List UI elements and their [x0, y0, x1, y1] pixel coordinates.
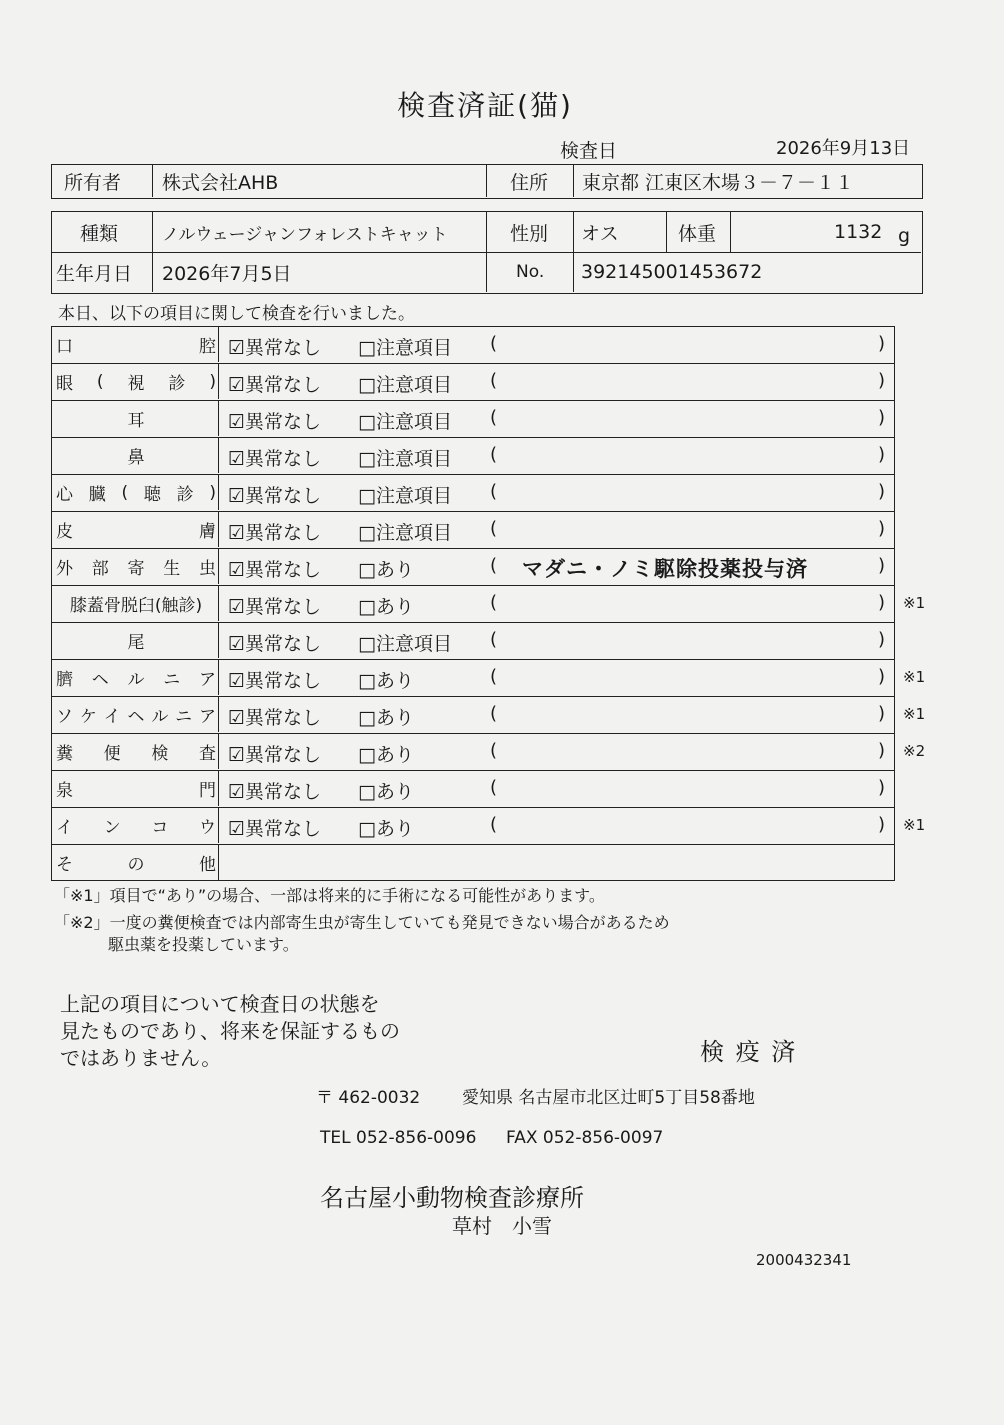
item-label-char: 臓	[88, 485, 106, 505]
table-row	[51, 807, 926, 844]
finding-checkbox[interactable]: □注意項目	[358, 411, 452, 433]
paren-close: )	[878, 555, 886, 576]
item-label	[56, 401, 216, 436]
exam-date-label: 検査日	[560, 140, 618, 162]
normal-checkbox[interactable]: ☑異常なし	[228, 744, 322, 766]
normal-checkbox[interactable]: ☑異常なし	[228, 374, 322, 396]
normal-checkbox[interactable]: ☑異常なし	[228, 781, 322, 803]
paren-open: (	[490, 407, 498, 428]
normal-checkbox[interactable]: ☑異常なし	[228, 633, 322, 655]
paren-close: )	[878, 481, 886, 502]
footnote-mark: ※2	[903, 742, 926, 760]
item-note: マダニ・ノミ駆除投薬投与済	[522, 557, 808, 581]
item-label	[56, 845, 216, 880]
paren-open: (	[490, 370, 498, 391]
item-label-char: ル	[127, 670, 145, 690]
table-row	[51, 474, 895, 511]
item-label-char: 部	[91, 559, 109, 579]
item-label-char: 検	[151, 744, 169, 764]
item-label-char: )	[209, 482, 216, 503]
paren-open: (	[490, 814, 498, 835]
item-label-char: 便	[103, 744, 121, 764]
finding-checkbox[interactable]: □あり	[358, 818, 414, 840]
item-label-char: 虫	[199, 559, 216, 579]
item-label-char: 膚	[199, 522, 216, 542]
item-label-char: イ	[56, 818, 73, 838]
item-label-char: 眼	[56, 374, 73, 394]
table-row	[51, 400, 895, 437]
finding-checkbox[interactable]: □あり	[358, 596, 414, 618]
item-label-char: (	[121, 482, 129, 503]
item-label-char: 糞	[56, 744, 73, 764]
item-label-char: そ	[56, 855, 73, 875]
item-label-char: 査	[198, 744, 216, 764]
paren-close: )	[878, 370, 886, 391]
item-label-char: ソ	[56, 707, 73, 727]
footnote-2: 「※2」一度の糞便検査では内部寄生虫が寄生していても発見できない場合があるため	[54, 913, 670, 932]
item-label-char: 心	[56, 485, 73, 505]
item-label-char: ン	[103, 818, 121, 838]
no-label: No.	[516, 262, 545, 282]
vet-name: 草村 小雪	[452, 1214, 552, 1238]
paren-open: (	[490, 444, 498, 465]
item-label-char: 聴	[143, 485, 161, 505]
table-row	[51, 770, 895, 807]
paren-open: (	[490, 629, 498, 650]
clinic-fax: FAX 052-856-0097	[506, 1128, 664, 1148]
address-label: 住所	[510, 171, 549, 194]
item-label-char: ケ	[79, 707, 97, 727]
item-label-char: 尾	[127, 633, 145, 653]
item-label-char: 皮	[56, 522, 73, 542]
item-label-char: の	[127, 855, 145, 875]
weight-value: 1132	[834, 221, 883, 243]
paren-close: )	[878, 333, 886, 354]
paren-close: )	[878, 666, 886, 687]
normal-checkbox[interactable]: ☑異常なし	[228, 522, 322, 544]
item-label	[56, 808, 216, 843]
table-row	[51, 363, 895, 400]
item-label-char: 耳	[127, 411, 145, 431]
paren-open: (	[490, 481, 498, 502]
normal-checkbox[interactable]: ☑異常なし	[228, 485, 322, 507]
item-label-char: イ	[103, 707, 121, 727]
pet-info-table	[51, 211, 923, 294]
paren-open: (	[490, 740, 498, 761]
paren-open: (	[490, 555, 498, 576]
item-label	[56, 327, 216, 362]
finding-checkbox[interactable]: □注意項目	[358, 522, 452, 544]
finding-checkbox[interactable]: □注意項目	[358, 374, 452, 396]
item-label-char: 生	[163, 559, 181, 579]
footnote-mark: ※1	[903, 594, 926, 612]
item-label-char: 腔	[199, 337, 216, 357]
paren-open: (	[490, 777, 498, 798]
finding-checkbox[interactable]: □注意項目	[358, 337, 452, 359]
clinic-name: 名古屋小動物検査診療所	[320, 1184, 584, 1212]
normal-checkbox[interactable]: ☑異常なし	[228, 448, 322, 470]
paren-close: )	[878, 740, 886, 761]
postal-code: 〒 462-0032	[316, 1088, 421, 1108]
paren-close: )	[878, 444, 886, 465]
paren-close: )	[878, 814, 886, 835]
table-row	[51, 437, 895, 474]
item-label-char: ア	[199, 670, 216, 690]
owner-table	[51, 164, 923, 199]
finding-checkbox[interactable]: □あり	[358, 559, 414, 581]
item-label-char: 視	[127, 374, 145, 394]
normal-checkbox[interactable]: ☑異常なし	[228, 596, 322, 618]
disclaimer-line-2: 見たものであり、将来を保証するもの	[60, 1019, 400, 1043]
item-label-char: ニ	[163, 670, 181, 690]
item-label-char: 診	[168, 374, 186, 394]
finding-checkbox[interactable]: □あり	[358, 707, 414, 729]
footnote-2-cont: 駆虫薬を投薬しています。	[108, 935, 299, 954]
finding-checkbox[interactable]: □あり	[358, 781, 414, 803]
address-value: 東京都 江東区木場３－７－１１	[582, 171, 855, 194]
disclaimer-line-1: 上記の項目について検査日の状態を	[60, 992, 380, 1016]
table-row	[51, 585, 926, 622]
item-label-char: ア	[198, 707, 216, 727]
document-number: 2000432341	[756, 1251, 852, 1269]
paren-open: (	[490, 666, 498, 687]
item-label-char: ヘ	[127, 707, 145, 727]
item-label-char: コ	[151, 818, 169, 838]
clinic-tel: TEL 052-856-0096	[320, 1128, 477, 1148]
item-label	[56, 364, 216, 399]
paren-open: (	[490, 592, 498, 613]
normal-checkbox[interactable]: ☑異常なし	[228, 337, 322, 359]
owner-value: 株式会社AHB	[162, 171, 279, 194]
disclaimer-line-3: ではありません。	[60, 1046, 222, 1070]
sex-value: オス	[581, 222, 619, 245]
birth-label: 生年月日	[56, 262, 133, 285]
normal-checkbox[interactable]: ☑異常なし	[228, 411, 322, 433]
weight-label: 体重	[678, 222, 717, 245]
table-row	[51, 696, 926, 733]
paren-close: )	[878, 518, 886, 539]
finding-checkbox[interactable]: □注意項目	[358, 448, 452, 470]
item-label-char: ウ	[198, 818, 216, 838]
item-label	[56, 697, 216, 732]
finding-checkbox[interactable]: □あり	[358, 744, 414, 766]
weight-unit: g	[898, 225, 911, 247]
normal-checkbox[interactable]: ☑異常なし	[228, 818, 322, 840]
quarantine-stamp: 検 疫 済	[700, 1038, 798, 1066]
item-label	[56, 586, 216, 621]
item-label	[56, 475, 216, 510]
paren-close: )	[878, 592, 886, 613]
owner-label: 所有者	[64, 171, 122, 194]
item-label	[56, 438, 216, 473]
footnote-mark: ※1	[903, 816, 926, 834]
normal-checkbox[interactable]: ☑異常なし	[228, 707, 322, 729]
item-label-char: 診	[176, 485, 194, 505]
paren-close: )	[878, 407, 886, 428]
no-value: 392145001453672	[581, 261, 763, 283]
paren-close: )	[878, 629, 886, 650]
clinic-address: 愛知県 名古屋市北区辻町5丁目58番地	[462, 1088, 755, 1108]
footnote-1: 「※1」項目で“あり”の場合、一部は将来的に手術になる可能性があります。	[54, 886, 605, 905]
table-row-other	[51, 844, 895, 881]
intro-text: 本日、以下の項目に関して検査を行いました。	[58, 304, 415, 324]
paren-open: (	[490, 703, 498, 724]
table-row	[51, 511, 895, 548]
table-row	[51, 326, 895, 363]
table-row	[51, 733, 926, 770]
item-label-char: 臍	[56, 670, 73, 690]
item-label-char: 口	[56, 337, 73, 357]
item-label-char: 外	[56, 559, 73, 579]
paren-open: (	[490, 518, 498, 539]
normal-checkbox[interactable]: ☑異常なし	[228, 559, 322, 581]
item-label-char: ヘ	[91, 670, 109, 690]
birth-value: 2026年7月5日	[162, 262, 292, 285]
item-label	[56, 623, 216, 658]
item-label-char: 泉	[56, 781, 73, 801]
table-row	[51, 548, 895, 585]
footnote-mark: ※1	[903, 705, 926, 723]
sex-label: 性別	[510, 222, 549, 245]
item-label-char: 門	[199, 781, 216, 801]
breed-value: ノルウェージャンフォレストキャット	[162, 224, 448, 245]
finding-checkbox[interactable]: □注意項目	[358, 633, 452, 655]
item-label-char: ル	[151, 707, 169, 727]
finding-checkbox[interactable]: □あり	[358, 670, 414, 692]
table-row	[51, 659, 926, 696]
item-label	[56, 660, 216, 695]
page-title: 検査済証(猫)	[397, 89, 573, 122]
item-label	[56, 771, 216, 806]
item-label	[56, 734, 216, 769]
paren-open: (	[490, 333, 498, 354]
item-label-char: 膝蓋骨脱臼(触診)	[69, 596, 203, 616]
item-label-char: ニ	[175, 707, 193, 727]
item-label-char: (	[96, 371, 104, 392]
item-label-char: 寄	[127, 559, 145, 579]
item-label-char: 他	[199, 855, 216, 875]
normal-checkbox[interactable]: ☑異常なし	[228, 670, 322, 692]
breed-label: 種類	[80, 222, 119, 245]
table-row	[51, 622, 895, 659]
paren-close: )	[878, 777, 886, 798]
item-label	[56, 549, 216, 584]
item-label-char: 鼻	[127, 448, 145, 468]
item-label-char: )	[209, 371, 216, 392]
paren-close: )	[878, 703, 886, 724]
item-label	[56, 512, 216, 547]
footnote-mark: ※1	[903, 668, 926, 686]
exam-date: 2026年9月13日	[776, 138, 911, 159]
finding-checkbox[interactable]: □注意項目	[358, 485, 452, 507]
